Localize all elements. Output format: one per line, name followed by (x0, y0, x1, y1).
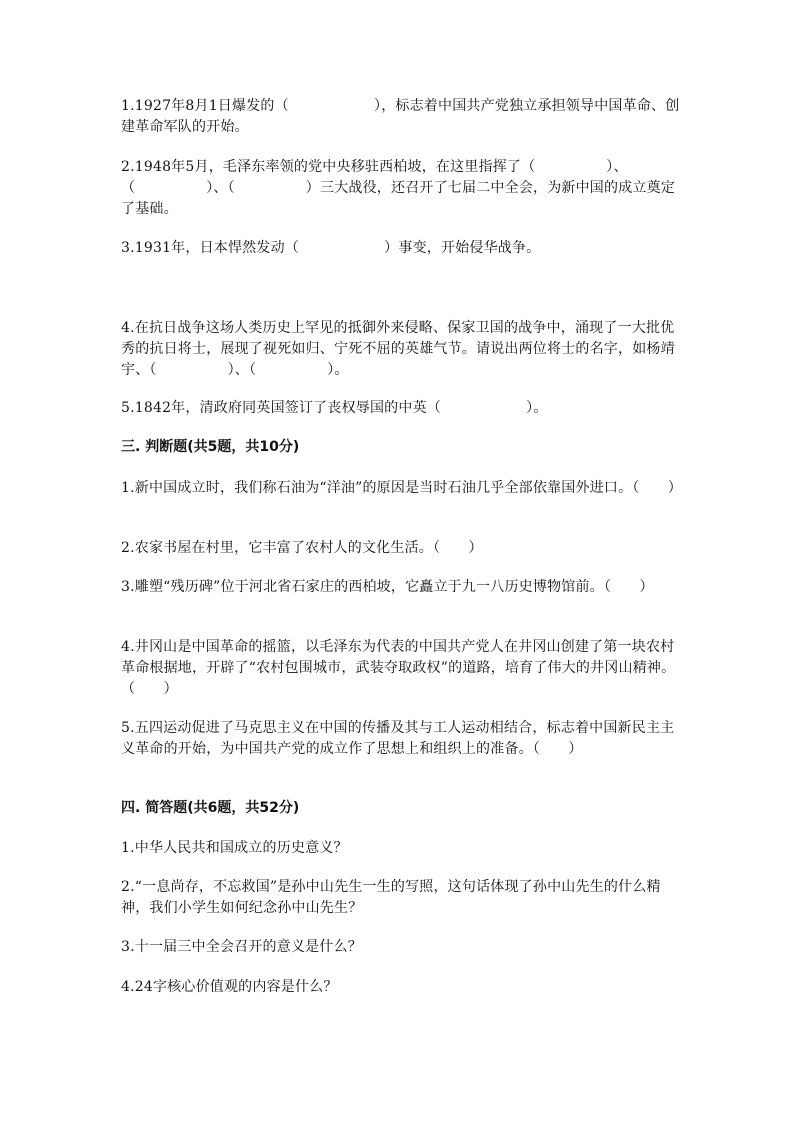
true-false-question-4: 4.井冈山是中国革命的摇篮，以毛泽东为代表的中国共产党人在井冈山创建了第一块农村革命根据地，开辟了“农村包围城市，武装夺取政权”的道路，培育了伟大的井冈山精神。（ ） (121, 639, 676, 697)
section-title-short-answer: 四. 简答题(共6题，共52分) (121, 800, 300, 816)
true-false-question-1: 1.新中国成立时，我们称石油为“洋油”的原因是当时石油几乎全部依靠国外进口。（ ） (121, 480, 683, 496)
section-title-true-false: 三. 判断题(共5题，共10分) (121, 439, 300, 455)
fill-blank-question-5: 5.1842年，清政府同英国签订了丧权辱国的中英（ ）。 (121, 400, 548, 416)
true-false-question-3: 3.雕塑“残历碑”位于河北省石家庄的西柏坡，它矗立于九一八历史博物馆前。（ ） (121, 579, 654, 595)
fill-blank-question-1: 1.1927年8月1日爆发的（ ），标志着中国共产党独立承担领导中国革命、创建革命军队的开始。 (121, 98, 680, 135)
short-answer-question-4: 4.24字核心价值观的内容是什么？ (121, 979, 338, 995)
true-false-question-2: 2.农家书屋在村里，它丰富了农村人的文化生活。（ ） (121, 540, 483, 556)
short-answer-question-3: 3.十一届三中全会召开的意义是什么？ (121, 939, 362, 955)
fill-blank-question-2: 2.1948年5月，毛泽东率领的党中央移驻西柏坡，在这里指挥了（ ）、（ ）、（ ）三大战役，还召开了七届二中全会，为新中国的成立奠定了基础。 (121, 159, 675, 217)
fill-blank-question-3: 3.1931年，日本悍然发动（ ）事变，开始侵华战争。 (121, 240, 541, 256)
true-false-question-5: 5.五四运动促进了马克思主义在中国的传播及其与工人运动相结合，标志着中国新民主主义革命的开始，为中国共产党的成立作了思想上和组织上的准备。（ ） (121, 720, 675, 757)
short-answer-question-1: 1.中华人民共和国成立的历史意义？ (121, 840, 348, 856)
fill-blank-question-4: 4.在抗日战争这场人类历史上罕见的抵御外来侵略、保家卫国的战争中，涌现了一大批优秀的抗日将士，展现了视死如归、宁死不屈的英雄气节。请说出两位将士的名字，如杨靖宇、（ ）、（ ）。 (121, 320, 675, 378)
short-answer-question-2: 2.“一息尚存，不忘救国”是孙中山先生一生的写照，这句话体现了孙中山先生的什么精神，我们小学生如何纪念孙中山先生？ (121, 879, 661, 916)
